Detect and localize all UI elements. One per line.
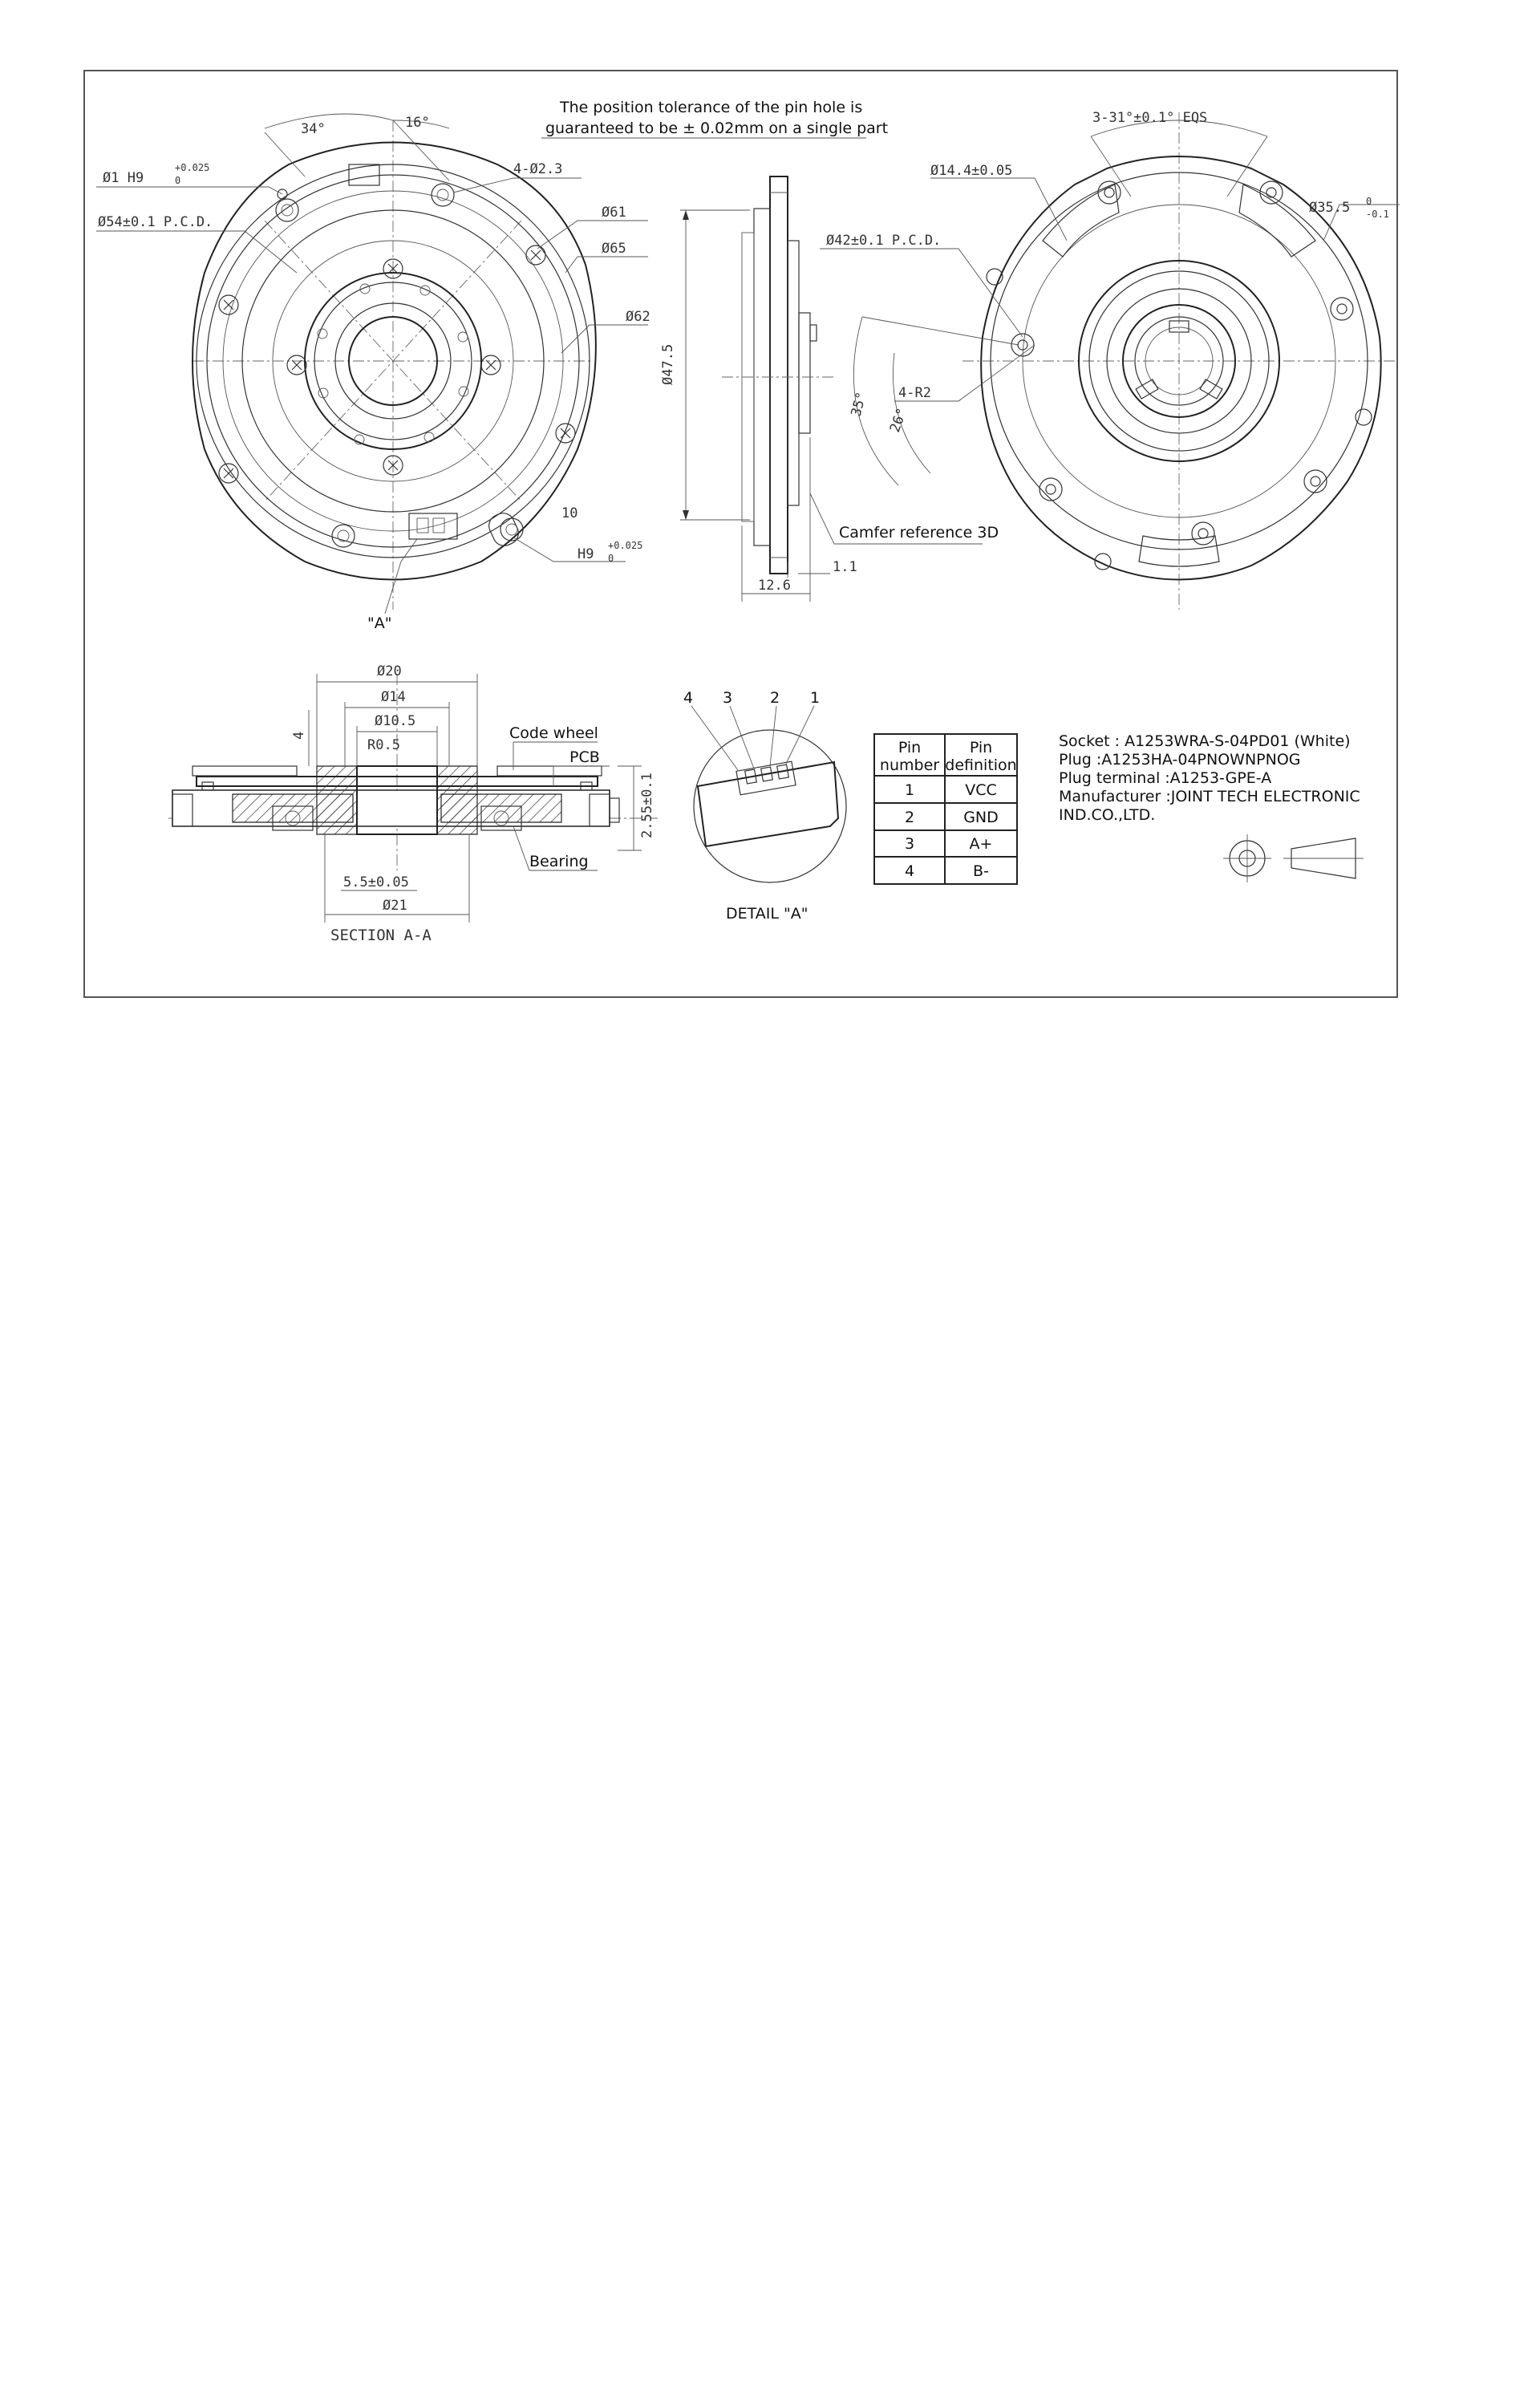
pcd42-label: Ø42±0.1 P.C.D. (826, 233, 942, 249)
table-row-4-number: 4 (904, 862, 915, 880)
table-header-number: number (879, 756, 940, 774)
connector-socket: Socket : A1253WRA-S-04PD01 (White) (1059, 732, 1351, 750)
d355-tol-lower: -0.1 (1366, 209, 1389, 220)
table-row-3-definition: A+ (969, 835, 993, 853)
d62-label: Ø62 (626, 309, 650, 325)
table-row-3-number: 3 (904, 835, 915, 853)
angle26-label: 26° (886, 406, 911, 435)
detail-pin-4: 4 (683, 689, 694, 707)
d355-label: Ø35.5 (1309, 200, 1351, 216)
pin-hole-tol-upper: +0.025 (175, 162, 210, 173)
projection-symbol (1223, 834, 1364, 882)
table-row-4-definition: B- (973, 862, 989, 880)
r05-label: R0.5 (367, 737, 400, 753)
angle-34-label: 34° (301, 121, 326, 137)
pcb-label: PCB (569, 748, 600, 766)
holes-4x-label: 4-Ø2.3 (513, 161, 563, 177)
detail-pin-1: 1 (810, 689, 821, 707)
d65-label: Ø65 (602, 241, 626, 257)
tolerance-note-line1: The position tolerance of the pin hole is (560, 99, 863, 116)
bearing-label: Bearing (529, 853, 589, 870)
d20-label: Ø20 (377, 663, 402, 679)
table-row-1-number: 1 (904, 781, 915, 799)
d475-label: Ø47.5 (660, 343, 676, 385)
h9-tol-lower: 0 (608, 553, 614, 564)
d14-label: Ø14 (381, 689, 406, 705)
table-row-1-definition: VCC (965, 781, 997, 799)
angle-16-label: 16° (405, 115, 430, 131)
section-view (168, 674, 658, 923)
d21-label: Ø21 (383, 898, 407, 914)
code-wheel-label: Code wheel (509, 724, 598, 742)
dim11-label: 1.1 (833, 559, 857, 575)
front-view (96, 114, 648, 614)
r2-label: 4-R2 (898, 385, 931, 401)
d355-tol-upper: 0 (1366, 196, 1372, 207)
dim-10-label: 10 (561, 505, 578, 521)
h9-tol-upper: +0.025 (608, 540, 643, 551)
connector-plug: Plug :A1253HA-04PNOWNPNOG (1059, 751, 1301, 769)
table-row-2-definition: GND (963, 809, 999, 826)
detail-view (691, 706, 846, 882)
detail-title: DETAIL "A" (726, 905, 808, 923)
connector-plug-terminal: Plug terminal :A1253-GPE-A (1059, 769, 1272, 787)
d55-label: 5.5±0.05 (343, 874, 409, 890)
table-row-2-number: 2 (904, 809, 915, 826)
detail-pin-3: 3 (723, 689, 733, 707)
drawing-frame (84, 71, 1397, 997)
pin-hole-label: Ø1 H9 (103, 170, 144, 186)
camfer-note: Camfer reference 3D (839, 524, 999, 541)
detail-pin-2: 2 (770, 689, 780, 707)
pin-hole-tol-lower: 0 (175, 175, 181, 186)
slots-label: 3-31°±0.1° EQS (1092, 110, 1208, 126)
d61-label: Ø61 (602, 205, 626, 221)
d144-label: Ø14.4±0.05 (930, 163, 1013, 179)
dim4-label: 4 (291, 731, 307, 740)
d105-label: Ø10.5 (375, 713, 416, 729)
dim126-label: 12.6 (758, 578, 791, 594)
pcd54-label: Ø54±0.1 P.C.D. (98, 214, 213, 230)
section-title: SECTION A-A (330, 927, 432, 944)
table-header-definition: definition (945, 756, 1017, 774)
tolerance-note-line2: guaranteed to be ± 0.02mm on a single part (545, 120, 889, 137)
angle35-label: 35° (848, 390, 870, 419)
connector-manufacturer-cont: IND.CO.,LTD. (1059, 806, 1156, 824)
h9-label: H9 (578, 546, 594, 562)
connector-manufacturer: Manufacturer :JOINT TECH ELECTRONIC (1059, 788, 1360, 805)
d255-label: 2.55±0.1 (639, 773, 655, 838)
detail-a-ref: "A" (367, 614, 392, 632)
table-header-pin-1: Pin (898, 739, 922, 756)
table-header-pin-2: Pin (969, 739, 993, 756)
